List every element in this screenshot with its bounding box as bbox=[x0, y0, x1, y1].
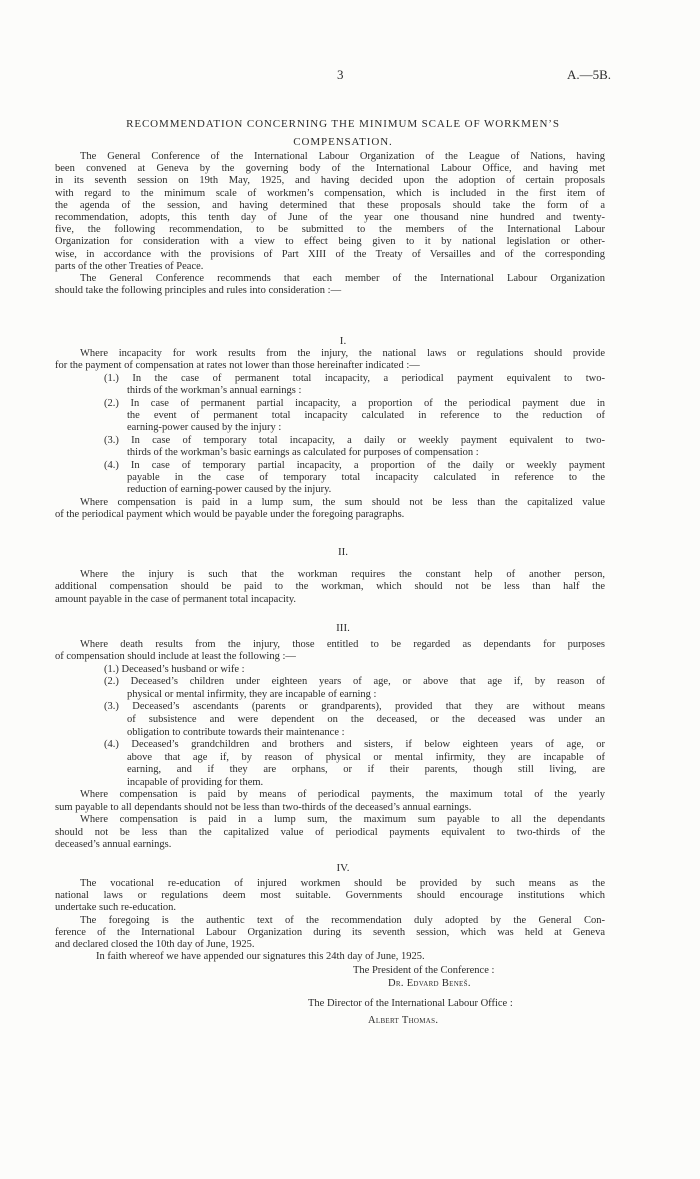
paragraph-line: additional compensation should be paid to the workman, which should not be less than half the bbox=[55, 581, 605, 593]
paragraph-line: wise, in accordance with the provisions of Part XIII of the Treaty of Versailles and of the corresponding bbox=[55, 248, 605, 260]
paragraph-line: Where compensation is paid in a lump sum, the maximum sum payable to all the dependants bbox=[80, 814, 605, 826]
list-item-line: the event of permanent total incapacity calculated in reference to the reduction of bbox=[127, 410, 605, 422]
paragraph-line: The General Conference of the International Labour Organization of the League of Nations, having bbox=[80, 151, 605, 162]
paragraph-line: parts of the other Treaties of Peace. bbox=[55, 260, 204, 272]
list-item-line: (1.) Deceased’s husband or wife : bbox=[104, 663, 245, 675]
paragraph-line: The foregoing is the authentic text of the recommendation duly adopted by the General Con- bbox=[80, 914, 605, 926]
paragraph-line: Where death results from the injury, those entitled to be regarded as dependants for purposes bbox=[80, 638, 605, 650]
paragraph-line: Organization for consideration with a view to effect being given to it by national legislation or other- bbox=[55, 236, 605, 248]
paragraph-line: ference of the International Labour Organization during its seventh session, which was held at Geneva bbox=[55, 926, 605, 938]
section-4-body bbox=[55, 878, 605, 963]
list-item-line: (4.) In case of temporary partial incapacity, a proportion of the daily or weekly payment bbox=[104, 459, 605, 471]
paragraph-line: five, the following recommendation, to be submitted to the members of the International Labour bbox=[55, 224, 605, 236]
paragraph bbox=[55, 273, 605, 297]
list-item-line: (2.) In case of permanent partial incapacity, a proportion of the periodical payment due in bbox=[104, 397, 605, 409]
list-item-line: (1.) In the case of permanent total incapacity, a periodical payment equivalent to two- bbox=[104, 372, 605, 384]
signature-title: The Director of the International Labour Office : bbox=[308, 998, 513, 1009]
section-heading: II. bbox=[337, 545, 349, 558]
paragraph-line: of compensation should include at least the following :— bbox=[55, 651, 296, 663]
title-line: COMPENSATION. bbox=[293, 136, 393, 148]
list-item-line: earning, and if they are orphans, or if their parents, though still living, are bbox=[127, 764, 605, 776]
paragraph-line: The vocational re-education of injured workmen should be provided by such means as the bbox=[80, 877, 605, 889]
paragraph-line: should take the following principles and rules into consideration :— bbox=[55, 285, 342, 297]
list-item-line: (3.) In case of temporary total incapacity, a daily or weekly payment equivalent to two- bbox=[104, 434, 605, 446]
paragraph-line: should not be less than the capitalized value of periodical payments equivalent to two-thirds of the bbox=[55, 826, 605, 838]
preamble bbox=[55, 151, 605, 297]
paragraph bbox=[55, 151, 605, 273]
paragraph-line: Where the injury is such that the workman requires the constant help of another person, bbox=[80, 569, 605, 580]
list-item-line: of subsistence and were dependent on the deceased, or the deceased was under an bbox=[127, 713, 605, 725]
paragraph-line: in its seventh session on 19th May, 1925, and having decided upon the adoption of certain proposals bbox=[55, 175, 605, 187]
paragraph-line: national laws or regulations deem most suitable. Governments should encourage institutions which bbox=[55, 890, 605, 902]
paragraph-line: sum payable to all dependants should not be less than two-thirds of the deceased’s annual earnings. bbox=[55, 801, 472, 813]
list-item-line: thirds of the workman’s basic earnings as calculated for purposes of compensation : bbox=[127, 447, 479, 459]
paragraph-line: deceased’s annual earnings. bbox=[55, 839, 172, 851]
paragraph-line: Where compensation is paid by means of periodical payments, the maximum total of the yearly bbox=[80, 789, 605, 801]
list-item-line: obligation to contribute towards their maintenance : bbox=[127, 726, 345, 738]
list-item-line: reduction of earning-power caused by the injury. bbox=[127, 484, 332, 496]
document-reference: A.—5B. bbox=[567, 67, 612, 82]
paragraph-line: amount payable in the case of permanent total incapacity. bbox=[55, 593, 297, 605]
list-item-line: (3.) Deceased’s ascendants (parents or grandparents), provided that they are without means bbox=[104, 701, 605, 713]
paragraph-line: recommendation, adopts, this tenth day of June of the year one thousand nine hundred and twenty- bbox=[55, 212, 605, 224]
list-item-line: above that age if, by reason of physical or mental infirmity, they are incapable of bbox=[127, 751, 605, 763]
section-heading: III. bbox=[336, 621, 350, 634]
title-line: RECOMMENDATION CONCERNING THE MINIMUM SCALE OF WORKMEN’S bbox=[126, 118, 560, 130]
page-number: 3 bbox=[337, 67, 344, 82]
signatory-name: Albert Thomas. bbox=[368, 1015, 439, 1026]
paragraph-line: the agenda of the session, and having determined that these proposals should take the form of a bbox=[55, 199, 605, 211]
list-item-line: earning-power caused by the injury : bbox=[127, 422, 282, 434]
list-item-line: thirds of the workman’s annual earnings : bbox=[127, 385, 302, 397]
list-item-line: (2.) Deceased’s children under eighteen years of age, or above that age if, by reason of bbox=[104, 676, 605, 688]
paragraph-line: been convened at Geneva by the governing body of the International Labour Office, and having met bbox=[55, 163, 605, 175]
paragraph-line: for the payment of compensation at rates not lower than those hereinafter indicated :— bbox=[55, 360, 420, 372]
paragraph-line: Where compensation is paid in a lump sum, the sum should not be less than the capitalized value bbox=[80, 496, 605, 508]
paragraph-line: with regard to the minimum scale of workmen’s compensation, which is included in the first item of bbox=[55, 187, 605, 199]
paragraph-line: Where incapacity for work results from the injury, the national laws or regulations should provide bbox=[80, 348, 605, 359]
paragraph-line: of the periodical payment which would be payable under the foregoing paragraphs. bbox=[55, 509, 405, 521]
paragraph-line: undertake such re-education. bbox=[55, 902, 176, 914]
section-2-body bbox=[55, 569, 605, 606]
document-title bbox=[0, 115, 686, 151]
signatory-name: Dr. Edvard Beneš. bbox=[388, 978, 471, 989]
list-item-line: physical or mental infirmity, they are incapable of earning : bbox=[127, 688, 377, 700]
paragraph-line: and declared closed the 10th day of June, 1925. bbox=[55, 938, 255, 950]
section-1-body bbox=[55, 348, 605, 522]
attestation-line: In faith whereof we have appended our signatures this 24th day of June, 1925. bbox=[96, 951, 425, 963]
list-item-line: (4.) Deceased’s grandchildren and brothers and sisters, if below eighteen years of age, or bbox=[104, 739, 605, 751]
list-item-line: incapable of providing for them. bbox=[127, 776, 264, 788]
paragraph-line: The General Conference recommends that each member of the International Labour Organization bbox=[80, 273, 605, 285]
signature-title: The President of the Conference : bbox=[353, 965, 495, 976]
section-heading: IV. bbox=[336, 861, 350, 874]
section-3-body bbox=[55, 639, 605, 852]
section-heading: I. bbox=[339, 334, 347, 347]
list-item-line: payable in the case of temporary total incapacity calculated in reference to the bbox=[127, 472, 605, 484]
